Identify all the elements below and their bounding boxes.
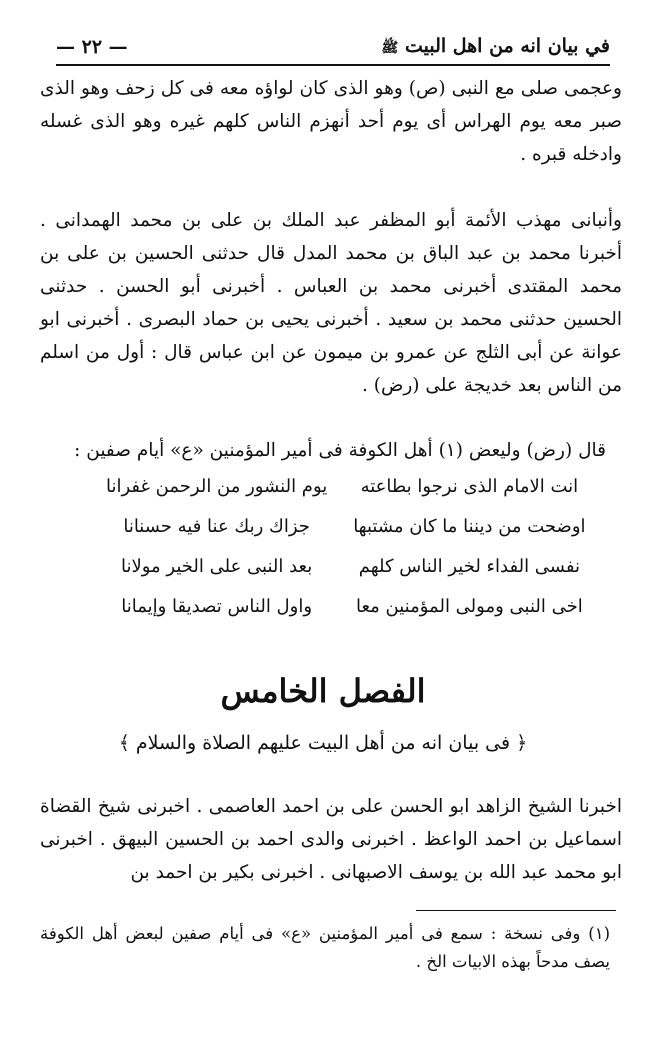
footnote-divider (416, 910, 616, 911)
verse-second-hemistich: واول الناس تصديقا وإيمانا (121, 595, 313, 617)
paragraph-1: وعجمى صلى مع النبى (ص) وهو الذى كان لواؤه معه فى كل زحف وهو الذى صبر معه يوم الهراس أى يوم أحد أنهزم الناس كلهم غيره وهو الذى غسله وادخله قبره . (40, 78, 622, 165)
poem (100, 466, 586, 626)
verse-first-hemistich: انت الامام الذى نرجوا بطاعته (360, 475, 579, 497)
verse-second-hemistich: جزاك ربك عنا فيه حسنانا (123, 515, 310, 537)
running-title-text: في بيان انه من اهل البيت (404, 35, 610, 57)
page-header (56, 30, 610, 66)
page-number: — ٢٢ — (56, 36, 128, 58)
verse-row (100, 466, 586, 506)
verse-row (100, 546, 586, 586)
verse-second-hemistich: يوم النشور من الرحمن غفرانا (106, 475, 328, 497)
verse-first-hemistich: اوضحت من ديننا ما كان مشتبها (353, 515, 586, 537)
honorific-glyph: ﷺ (381, 40, 399, 56)
verse-first-hemistich: نفسى الفداء لخير الناس كلهم (358, 555, 580, 577)
footnote: (١) وفى نسخة : سمع فى أمير المؤمنين «ع» فى أيام صفين لبعض أهل الكوفة يصف مدحاً بهذه الابيات الخ . (40, 924, 610, 971)
poem-intro: قال (رض) وليعض (١) أهل الكوفة فى أمير المؤمنين «ع» أيام صفين : (74, 440, 606, 461)
chapter-title: الفصل الخامس (220, 672, 426, 710)
verse-row (100, 586, 586, 626)
verse-first-hemistich: اخى النبى ومولى المؤمنين معا (356, 595, 583, 617)
running-title (377, 35, 610, 59)
verse-second-hemistich: بعد النبى على الخير مولانا (121, 555, 313, 577)
verse-row (100, 506, 586, 546)
chapter-subtitle: ﴿ فى بيان انه من أهل البيت عليهم الصلاة والسلام ﴾ (118, 732, 528, 754)
paragraph-3: اخبرنا الشيخ الزاهد ابو الحسن على بن احمد العاصمى . اخبرنى شيخ القضاة اسماعيل بن احمد الواعظ . اخبرنى والدى احمد بن الحسين البيهق . اخبرنى ابو محمد عبد الله بن يوسف الاصبهانى . اخبرنى بكير بن احمد بن (40, 796, 622, 883)
paragraph-2: وأنبانى مهذب الأئمة أبو المظفر عبد الملك بن على بن محمد الهمدانى . أخبرنا محمد بن عبد الباق بن محمد المدل قال حدثنى الحسين بن على بن محمد المقتدى أخبرنى محمد بن العباس . أخبرنى أبو الحسن . حدثنى الحسين حدثنى محمد بن سعيد . أخبرنى يحيى بن حماد البصرى . أخبرنى ابو عوانة عن أبى الثلج عن عمرو بن ميمون عن ابن عباس قال : أول من اسلم من الناس بعد خديجة على (رض) . (40, 210, 622, 396)
